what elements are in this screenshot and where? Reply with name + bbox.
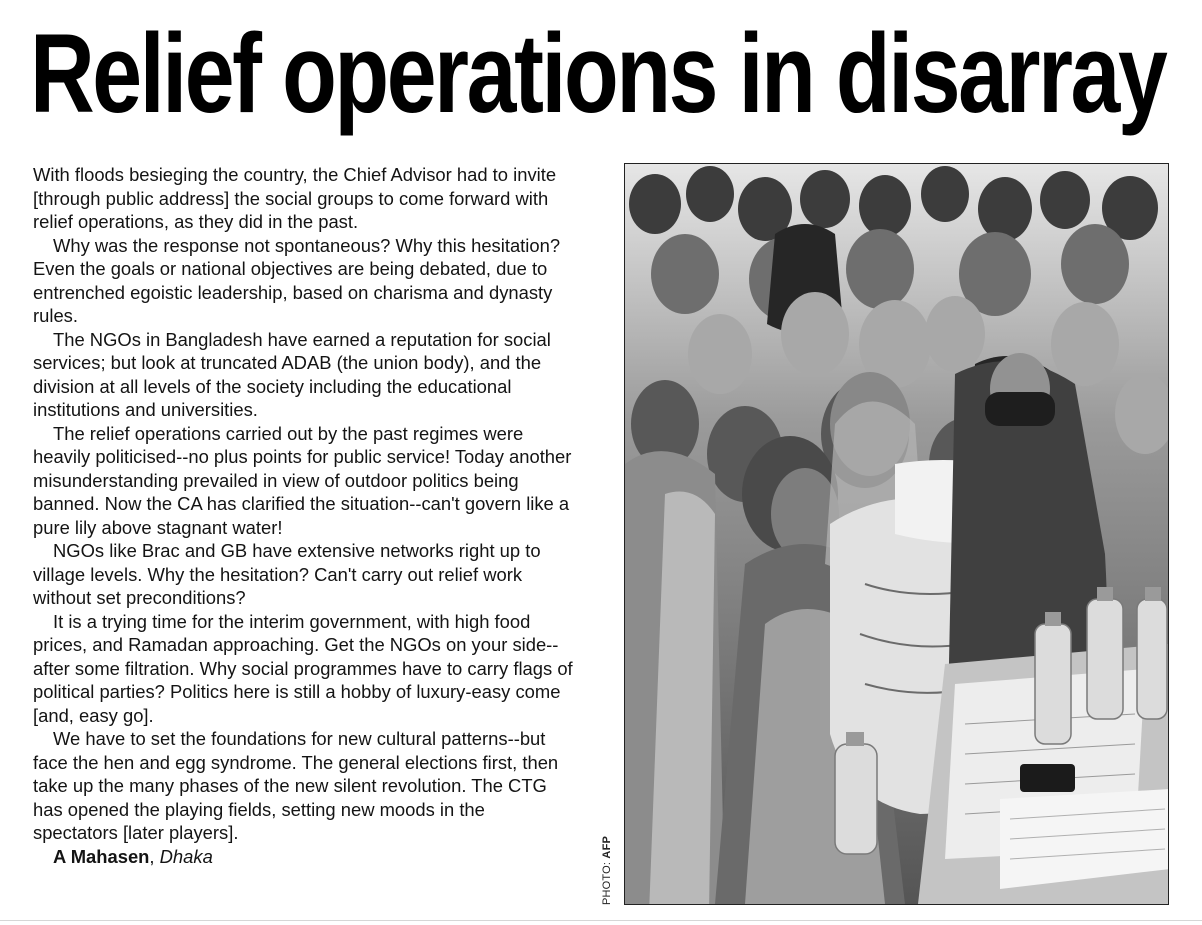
byline-separator: , — [149, 845, 160, 867]
article-paragraph: Why was the response not spontaneous? Why this hesitation? Even the goals or national objectives are being debated, due to entrenched egoistic leadership, based on charisma and dynasty rules. — [33, 234, 561, 326]
article-paragraph: It is a trying time for the interim government, with high food prices, and Ramadan approaching. Get the NGOs on your side--after some filtration. Why social programmes have to carry flags of political parties? Politics here is still a hobby of luxury-easy come [and, easy go]. — [33, 610, 573, 726]
article-body — [33, 163, 573, 868]
byline-city: Dhaka — [159, 845, 213, 867]
photo-credit-prefix: PHOTO: — [601, 858, 613, 905]
news-photo — [624, 163, 1169, 905]
photo-credit-source: AFP — [601, 835, 613, 859]
headline: Relief operations in disarray — [30, 11, 1166, 136]
bottom-divider — [0, 920, 1202, 921]
byline — [33, 845, 573, 869]
byline-author: A Mahasen — [53, 845, 150, 867]
photo-credit — [601, 836, 613, 905]
article-paragraph: NGOs like Brac and GB have extensive networks right up to village levels. Why the hesitation? Can't carry out relief work without set preconditions? — [33, 540, 541, 608]
article-paragraph: The relief operations carried out by the past regimes were heavily politicised--no plus points for public service! Today another misunderstanding prevailed in view of outdoor politics being banned. Now the CA has clarified the situation--can't govern like a pure lily above stagnant water! — [33, 422, 572, 538]
article-paragraph: The NGOs in Bangladesh have earned a reputation for social services; but look at truncated ADAB (the union body), and the division at all levels of the society including the educational institutions and universities. — [33, 328, 551, 420]
article-paragraph: With floods besieging the country, the Chief Advisor had to invite [through public address] the social groups to come forward with relief operations, as they did in the past. — [33, 164, 557, 232]
article-paragraph: We have to set the foundations for new cultural patterns--but face the hen and egg syndrome. The general elections first, then take up the many phases of the new silent revolution. The CTG has opened the playing fields, setting new moods in the spectators [later players]. — [33, 728, 559, 843]
